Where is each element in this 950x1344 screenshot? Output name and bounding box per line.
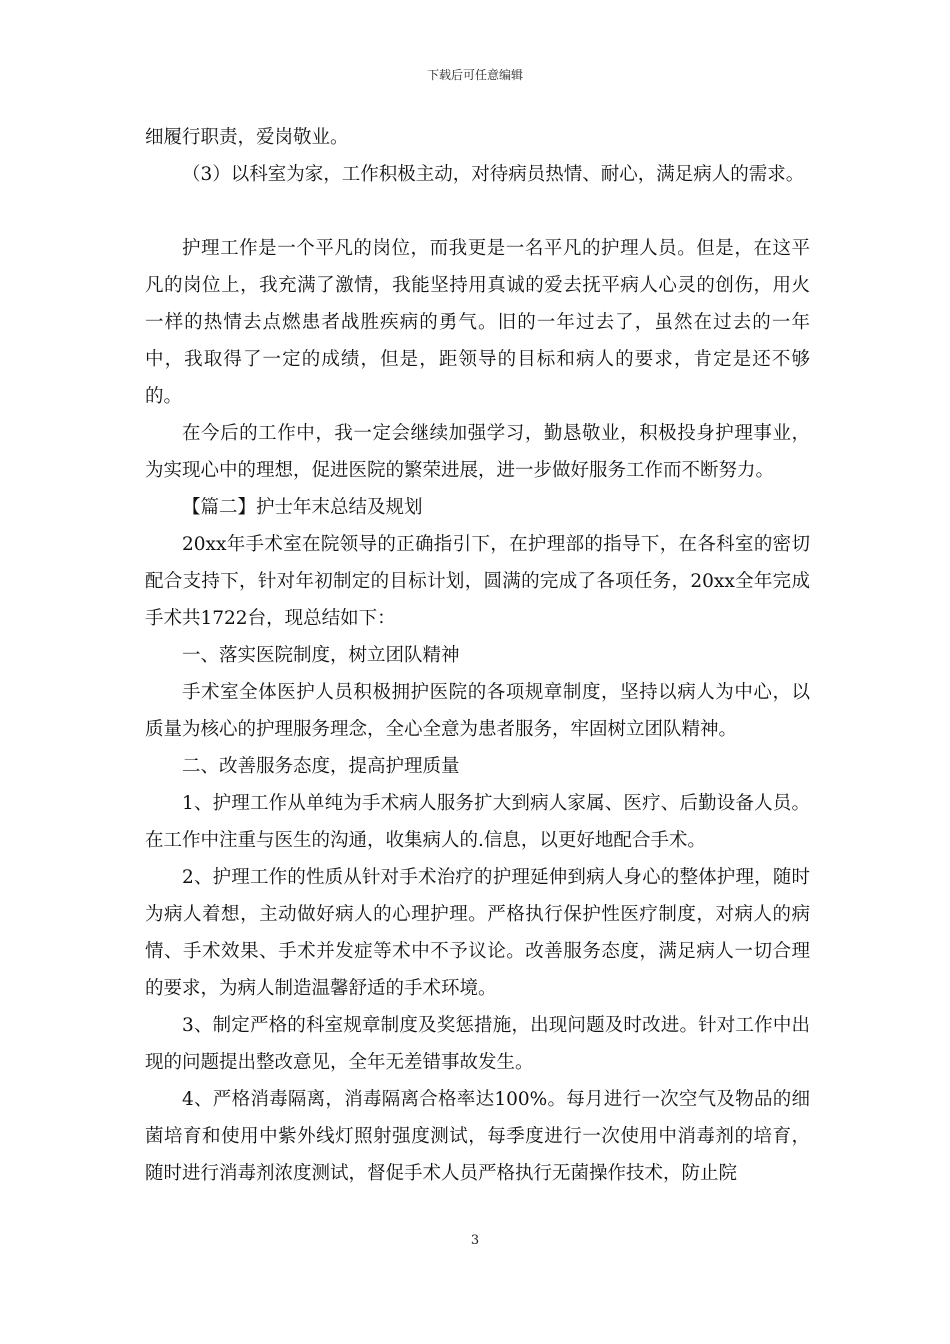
paragraph-future-work: 在今后的工作中，我一定会继续加强学习，勤恳敬业，积极投身护理事业，为实现心中的理想，促进医院的繁荣进展，进一步做好服务工作而不断努力。 [145,423,810,481]
paragraph-item-1: 1、护理工作从单纯为手术病人服务扩大到病人家属、医疗、后勤设备人员。在工作中注重与医生的沟通，收集病人的.信息，以更好地配合手术。 [145,793,810,851]
paragraph-item-2: 2、护理工作的性质从针对手术治疗的护理延伸到病人身心的整体护理，随时为病人着想，主动做好病人的心理护理。严格执行保护性医疗制度，对病人的病情、手术效果、手术并发症等术中不予议论。改善服务态度，满足病人一切合理的要求，为病人制造温馨舒适的手术环境。 [145,867,810,999]
heading-service-attitude: 二、改善服务态度，提高护理质量 [182,756,460,777]
heading-hospital-system: 一、落实医院制度，树立团队精神 [182,645,460,666]
document-body [145,119,810,1192]
page-header: 下载后可任意编辑 [426,68,523,82]
paragraph-duty-continuation: 细履行职责，爱岗敬业。 [145,127,349,148]
paragraph-nursing-work: 护理工作是一个平凡的岗位，而我更是一名平凡的护理人员。但是，在这平凡的岗位上，我充满了激情，我能坚持用真诚的爱去抚平病人心灵的创伤，用火一样的热情去点燃患者战胜疾病的勇气。旧的一年过去了，虽然在过去的一年中，我取得了一定的成绩，但是，距领导的目标和病人的要求，肯定是还不够的。 [145,238,810,407]
paragraph-item-4-disinfection: 4、严格消毒隔离，消毒隔离合格率达100%。每月进行一次空气及物品的细菌培育和使用中紫外线灯照射强度测试，每季度进行一次使用中消毒剂的培育，随时进行消毒剂浓度测试，督促手术人员严格执行无菌操作技术，防止院 [145,1089,810,1184]
paragraph-surgery-summary: 20xx年手术室在院领导的正确指引下，在护理部的指导下，在各科室的密切配合支持下，针对年初制定的目标计划，圆满的完成了各项任务，20xx全年完成手术共1722台，现总结如下： [145,534,810,629]
page-number: 3 [470,1233,480,1248]
paragraph-item-3: （3）以科室为家，工作积极主动，对待病员热情、耐心，满足病人的需求。 [182,164,805,185]
section-heading-part-two: 【篇二】护士年末总结及规划 [182,497,423,518]
paragraph-item-3-rules: 3、制定严格的科室规章制度及奖惩措施，出现问题及时改进。针对工作中出现的问题提出整改意见，全年无差错事故发生。 [145,1015,810,1073]
paragraph-team-spirit: 手术室全体医护人员积极拥护医院的各项规章制度，坚持以病人为中心，以质量为核心的护理服务理念，全心全意为患者服务，牢固树立团队精神。 [145,682,810,740]
